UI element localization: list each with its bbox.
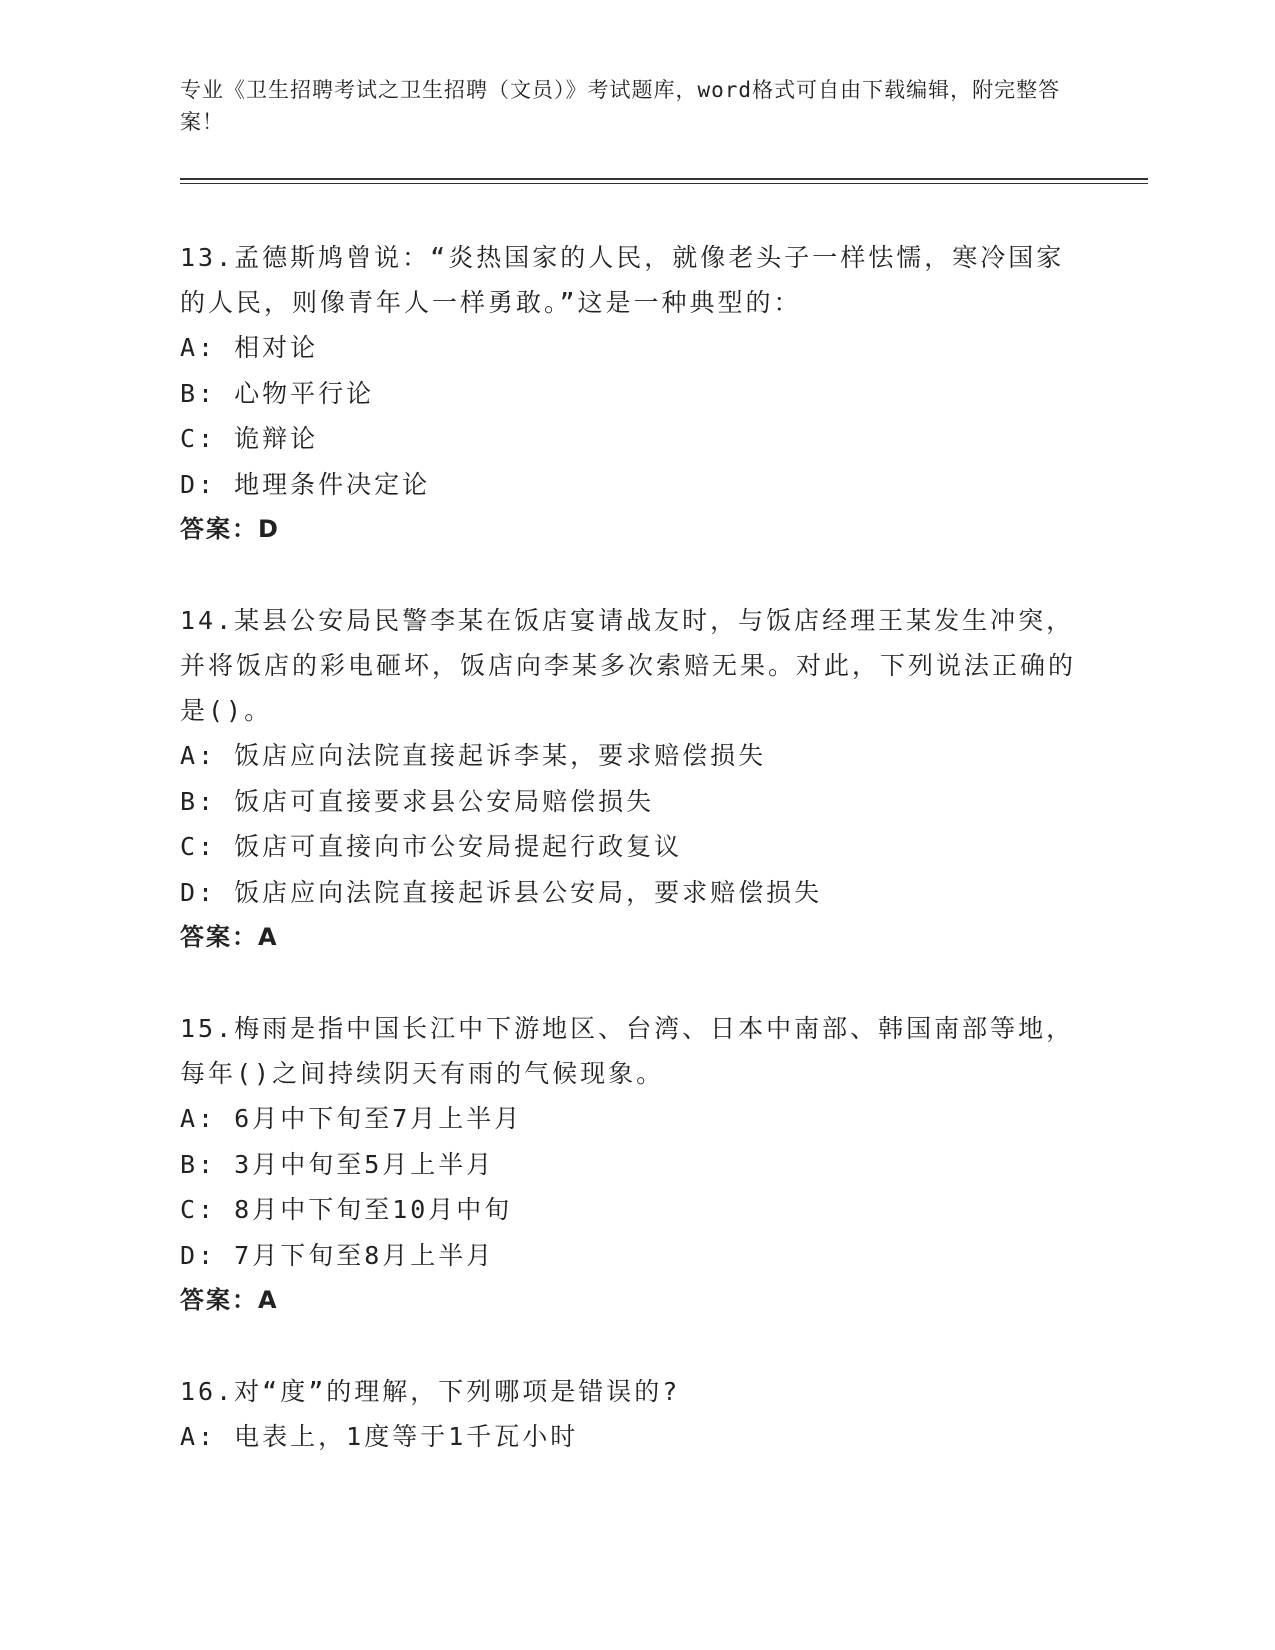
question-15 — [180, 1006, 1080, 1323]
option-a: A: 电表上，1度等于1千瓦小时 — [180, 1422, 579, 1451]
option-d: D: 7月下旬至8月上半月 — [180, 1240, 495, 1270]
header-text: 专业《卫生招聘考试之卫生招聘（文员）》考试题库，word格式可自由下载编辑，附完整答案！ — [180, 78, 1061, 134]
option-a: A: 饭店应向法院直接起诉李某，要求赔偿损失 — [180, 741, 767, 770]
option-a: A: 相对论 — [180, 333, 319, 362]
option-d: D: 地理条件决定论 — [180, 469, 431, 499]
option-a: A: 6月中下旬至7月上半月 — [180, 1104, 523, 1133]
document-header — [180, 74, 1080, 138]
question-stem: 15.梅雨是指中国长江中下游地区、台湾、日本中南部、韩国南部等地，每年()之间持续阴天有雨的气候现象。 — [180, 1014, 1075, 1088]
question-16 — [180, 1369, 1080, 1460]
answer-line: 答案：A — [180, 923, 279, 951]
header-divider — [180, 178, 1148, 184]
question-13 — [180, 235, 1080, 552]
question-stem: 16.对“度”的理解，下列哪项是错误的? — [180, 1377, 681, 1406]
question-14 — [180, 598, 1080, 960]
option-b: B: 3月中旬至5月上半月 — [180, 1149, 495, 1179]
option-c: C: 诡辩论 — [180, 424, 319, 453]
question-stem: 13.孟德斯鸠曾说：“炎热国家的人民，就像老头子一样怯懦，寒冷国家的人民，则像青年人一样勇敢。”这是一种典型的： — [180, 243, 1065, 317]
question-stem: 14.某县公安局民警李某在饭店宴请战友时，与饭店经理王某发生冲突，并将饭店的彩电砸坏，饭店向李某多次索赔无果。对此，下列说法正确的是()。 — [180, 606, 1077, 725]
answer-line: 答案：A — [180, 1286, 279, 1314]
option-d: D: 饭店应向法院直接起诉县公安局，要求赔偿损失 — [180, 877, 823, 907]
option-b: B: 饭店可直接要求县公安局赔偿损失 — [180, 786, 655, 816]
option-c: C: 饭店可直接向市公安局提起行政复议 — [180, 832, 683, 861]
answer-line: 答案：D — [180, 515, 280, 543]
option-c: C: 8月中下旬至10月中旬 — [180, 1195, 513, 1224]
option-b: B: 心物平行论 — [180, 378, 375, 408]
